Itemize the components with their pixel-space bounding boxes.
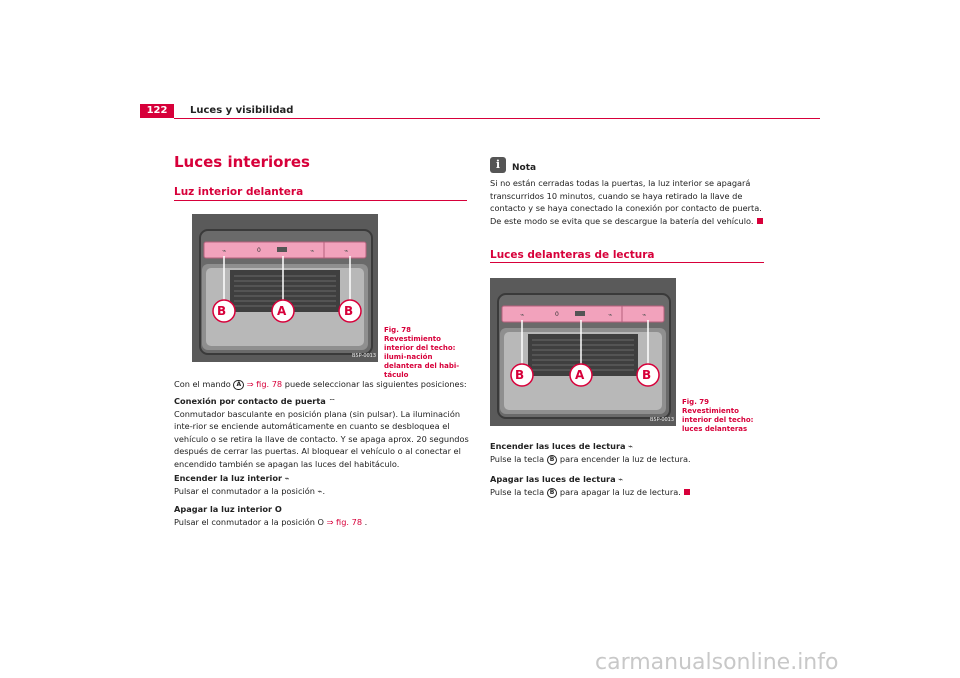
page-number: 122 xyxy=(140,104,174,118)
callout-b-left-79: B xyxy=(515,368,525,382)
section-title: Luces interiores xyxy=(174,153,310,171)
roof-console-illustration xyxy=(192,214,378,362)
end-mark-icon xyxy=(757,218,763,224)
subsection-title-reading: Luces delanteras de lectura xyxy=(490,249,655,261)
callout-b-right-79: B xyxy=(642,368,652,382)
door-contact-icon: ⌔ xyxy=(328,396,337,406)
nota-title: Nota xyxy=(512,163,537,173)
figure-78 xyxy=(192,214,378,362)
callout-b-left: B xyxy=(217,304,227,318)
running-title: Luces y visibilidad xyxy=(190,105,294,116)
end-mark-icon-2 xyxy=(684,489,690,495)
svg-text:⌁: ⌁ xyxy=(310,247,315,255)
fig-78-ref[interactable]: ⇒ fig. 78 xyxy=(246,379,283,389)
item-reading-off: Apagar las luces de lectura ⌁ Pulse la tecla B para apagar la luz de lectura. xyxy=(490,473,768,498)
figure-79 xyxy=(490,278,676,426)
svg-text:⌁: ⌁ xyxy=(642,311,647,319)
callout-a: A xyxy=(277,304,287,318)
watermark: carmanualsonline.info xyxy=(595,650,839,675)
item-light-off: Apagar la luz interior O Pulsar el conmutador a la posición O ⇒ fig. 78 . xyxy=(174,504,368,527)
fig-78-ref-2[interactable]: ⇒ fig. 78 xyxy=(326,516,363,527)
reading-light-icon: ⌁ xyxy=(628,441,634,451)
control-key-a: A xyxy=(233,380,244,390)
reading-light-off-icon: ⌁ xyxy=(618,474,624,484)
figure-code-79: B5P-0013 xyxy=(650,417,675,423)
reading-lights-illustration xyxy=(490,278,676,426)
svg-text:⌁: ⌁ xyxy=(222,247,227,255)
intro-paragraph: Con el mando A ⇒ fig. 78 puede seleccionar las siguientes posiciones: xyxy=(174,379,467,389)
figure-code: B5P-0013 xyxy=(352,353,377,359)
figure-78-caption: Fig. 78 Revestimiento interior del techo: ilumi-nación delantera del habi-táculo xyxy=(384,326,460,379)
subsection-rule xyxy=(174,200,467,201)
figure-79-caption: Fig. 79 Revestimiento interior del techo: luces delanteras xyxy=(682,398,754,433)
key-b-2: B xyxy=(547,488,558,498)
nota-text: Si no están cerradas todas la puertas, la luz interior se apagará transcurridos 10 minutos, cuando se haya retirado la llave de contacto y se haya conectado la conexión por contacto de puerta. De este modo se evita que se descargue la batería del vehículo. xyxy=(490,178,762,226)
subsection-rule-right xyxy=(490,262,764,263)
svg-text:⌁: ⌁ xyxy=(520,311,525,319)
svg-text:⌁: ⌁ xyxy=(608,311,613,319)
light-on-icon: ⌁ xyxy=(284,473,290,483)
svg-text:0: 0 xyxy=(257,247,261,254)
subsection-title-front-light: Luz interior delantera xyxy=(174,186,304,198)
callout-a-79: A xyxy=(575,368,585,382)
light-on-icon-inline: ⌁ xyxy=(317,485,323,496)
header-rule xyxy=(174,118,820,119)
item-reading-on: Encender las luces de lectura ⌁ Pulse la tecla B para encender la luz de lectura. xyxy=(490,441,691,464)
key-b: B xyxy=(547,455,558,465)
item-door-contact: Conexión por contacto de puerta ⌔ Conmutador basculante en posición plana (sin pulsar). La iluminación inte-rior se enciende automáticamente en cuanto se desbloquea el vehículo o se retira la llave de contacto. Y se apaga aprox. 20 segundos después de cerrar las puertas. Al bloquear el vehículo o al conectar el encendido también se apagan las luces del habitáculo. xyxy=(174,396,469,469)
svg-text:⌁: ⌁ xyxy=(344,247,349,255)
svg-text:0: 0 xyxy=(555,311,559,318)
callout-b-right: B xyxy=(344,304,354,318)
item-light-on: Encender la luz interior ⌁ Pulsar el conmutador a la posición ⌁. xyxy=(174,473,326,496)
info-icon: i xyxy=(490,157,506,173)
